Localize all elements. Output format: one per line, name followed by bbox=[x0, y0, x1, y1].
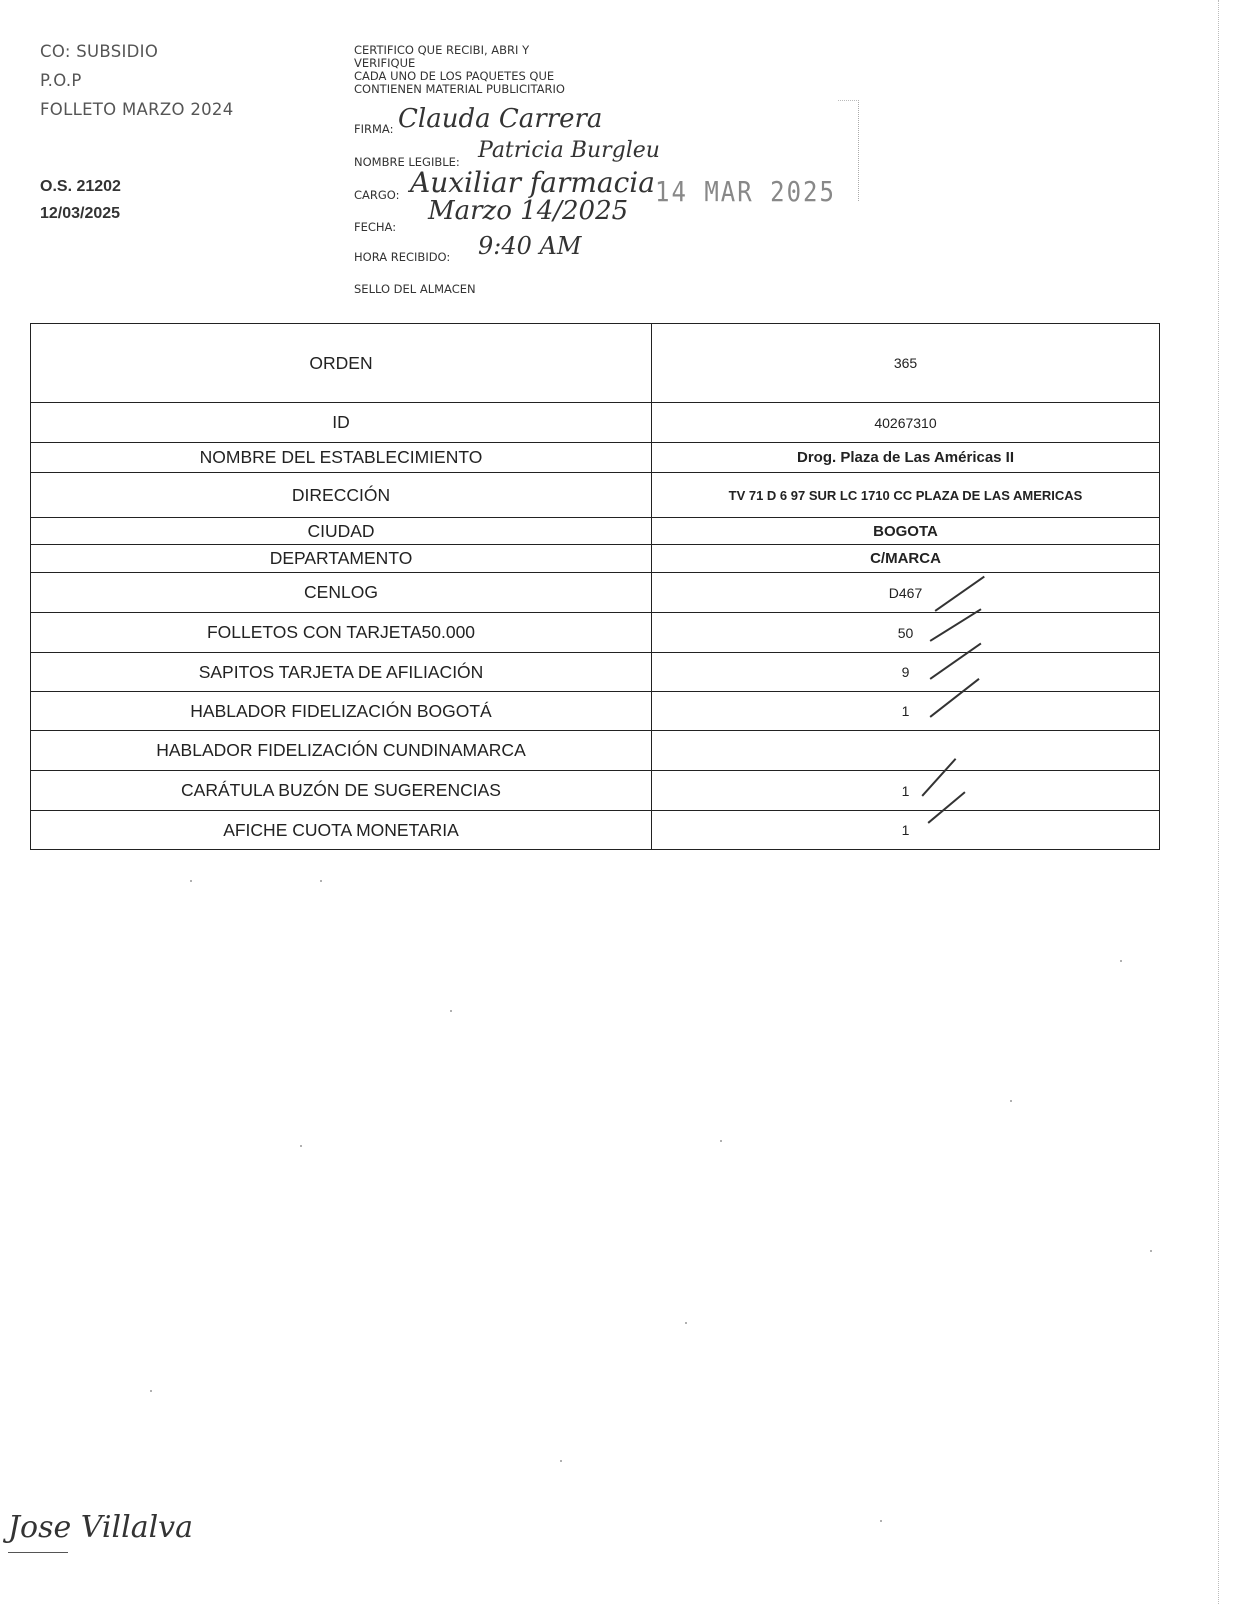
fecha-handwriting: Marzo 14/2025 bbox=[428, 196, 629, 226]
row-label: HABLADOR FIDELIZACIÓN BOGOTÁ bbox=[31, 692, 652, 731]
scan-speck bbox=[150, 1390, 152, 1392]
row-label: FOLLETOS CON TARJETA50.000 bbox=[31, 613, 652, 653]
cert-line: CADA UNO DE LOS PAQUETES QUE bbox=[354, 69, 555, 83]
table-row bbox=[31, 811, 1160, 850]
row-value: 9 bbox=[652, 653, 1160, 692]
os-number: O.S. 21202 bbox=[40, 178, 121, 195]
hora-label: HORA RECIBIDO: bbox=[354, 250, 451, 264]
scan-speck bbox=[720, 1140, 722, 1142]
received-stamp: 14 MAR 2025 bbox=[655, 175, 836, 209]
client-line: P.O.P bbox=[40, 71, 82, 90]
nombre-handwriting: Patricia Burgleu bbox=[478, 138, 660, 163]
client-line: CO: SUBSIDIO bbox=[40, 42, 159, 61]
os-date: 12/03/2025 bbox=[40, 205, 121, 222]
sello-label: SELLO DEL ALMACEN bbox=[354, 282, 476, 296]
cargo-handwriting: Auxiliar farmacia bbox=[410, 166, 655, 199]
row-value: TV 71 D 6 97 SUR LC 1710 CC PLAZA DE LAS AMERICAS bbox=[652, 473, 1160, 518]
stamp-outline bbox=[838, 100, 859, 201]
row-value: BOGOTA bbox=[652, 518, 1160, 545]
order-table bbox=[30, 323, 1160, 850]
certification-text bbox=[354, 44, 565, 96]
row-label: ORDEN bbox=[31, 324, 652, 403]
row-value: Drog. Plaza de Las Américas II bbox=[652, 443, 1160, 473]
table-row bbox=[31, 771, 1160, 811]
row-value: 1 bbox=[652, 811, 1160, 850]
table-row bbox=[31, 573, 1160, 613]
cargo-label: CARGO: bbox=[354, 188, 400, 202]
table-row bbox=[31, 473, 1160, 518]
row-value: 365 bbox=[652, 324, 1160, 403]
table-row bbox=[31, 613, 1160, 653]
client-info bbox=[40, 42, 234, 129]
fecha-label: FECHA: bbox=[354, 220, 397, 234]
signature-underline bbox=[8, 1552, 68, 1553]
service-order bbox=[40, 178, 121, 232]
firma-handwriting: Clauda Carrera bbox=[398, 104, 603, 134]
scan-speck bbox=[190, 880, 192, 882]
row-value: 50 bbox=[652, 613, 1160, 653]
row-value: 1 bbox=[652, 692, 1160, 731]
row-label: HABLADOR FIDELIZACIÓN CUNDINAMARCA bbox=[31, 731, 652, 771]
scan-speck bbox=[1150, 1250, 1152, 1252]
table-row bbox=[31, 653, 1160, 692]
nombre-label: NOMBRE LEGIBLE: bbox=[354, 155, 460, 169]
scan-speck bbox=[685, 1322, 687, 1324]
scan-speck bbox=[560, 1460, 562, 1462]
row-label: DEPARTAMENTO bbox=[31, 545, 652, 573]
row-label: SAPITOS TARJETA DE AFILIACIÓN bbox=[31, 653, 652, 692]
table-row bbox=[31, 518, 1160, 545]
scan-speck bbox=[880, 1520, 882, 1522]
row-label: ID bbox=[31, 403, 652, 443]
table-row bbox=[31, 403, 1160, 443]
row-label: CENLOG bbox=[31, 573, 652, 613]
scan-speck bbox=[1010, 1100, 1012, 1102]
row-label: CARÁTULA BUZÓN DE SUGERENCIAS bbox=[31, 771, 652, 811]
table-row bbox=[31, 545, 1160, 573]
client-line: FOLLETO MARZO 2024 bbox=[40, 100, 234, 119]
row-value: D467 bbox=[652, 573, 1160, 613]
table-row bbox=[31, 324, 1160, 403]
row-label: CIUDAD bbox=[31, 518, 652, 545]
row-value: 1 bbox=[652, 771, 1160, 811]
receiver-signature: Jose Villalva bbox=[8, 1510, 194, 1545]
table-row bbox=[31, 443, 1160, 473]
table-row bbox=[31, 692, 1160, 731]
row-value bbox=[652, 731, 1160, 771]
cert-line: VERIFIQUE bbox=[354, 56, 416, 70]
cert-line: CERTIFICO QUE RECIBI, ABRI Y bbox=[354, 43, 530, 57]
cert-line: CONTIENEN MATERIAL PUBLICITARIO bbox=[354, 82, 565, 96]
row-value: 40267310 bbox=[652, 403, 1160, 443]
scan-edge bbox=[1218, 0, 1220, 1604]
scan-speck bbox=[450, 1010, 452, 1012]
scan-speck bbox=[300, 1145, 302, 1147]
row-label: AFICHE CUOTA MONETARIA bbox=[31, 811, 652, 850]
row-label: DIRECCIÓN bbox=[31, 473, 652, 518]
hora-handwriting: 9:40 AM bbox=[478, 232, 582, 260]
row-label: NOMBRE DEL ESTABLECIMIENTO bbox=[31, 443, 652, 473]
table-row bbox=[31, 731, 1160, 771]
firma-label: FIRMA: bbox=[354, 122, 394, 136]
scan-speck bbox=[320, 880, 322, 882]
row-value: C/MARCA bbox=[652, 545, 1160, 573]
scan-speck bbox=[1120, 960, 1122, 962]
